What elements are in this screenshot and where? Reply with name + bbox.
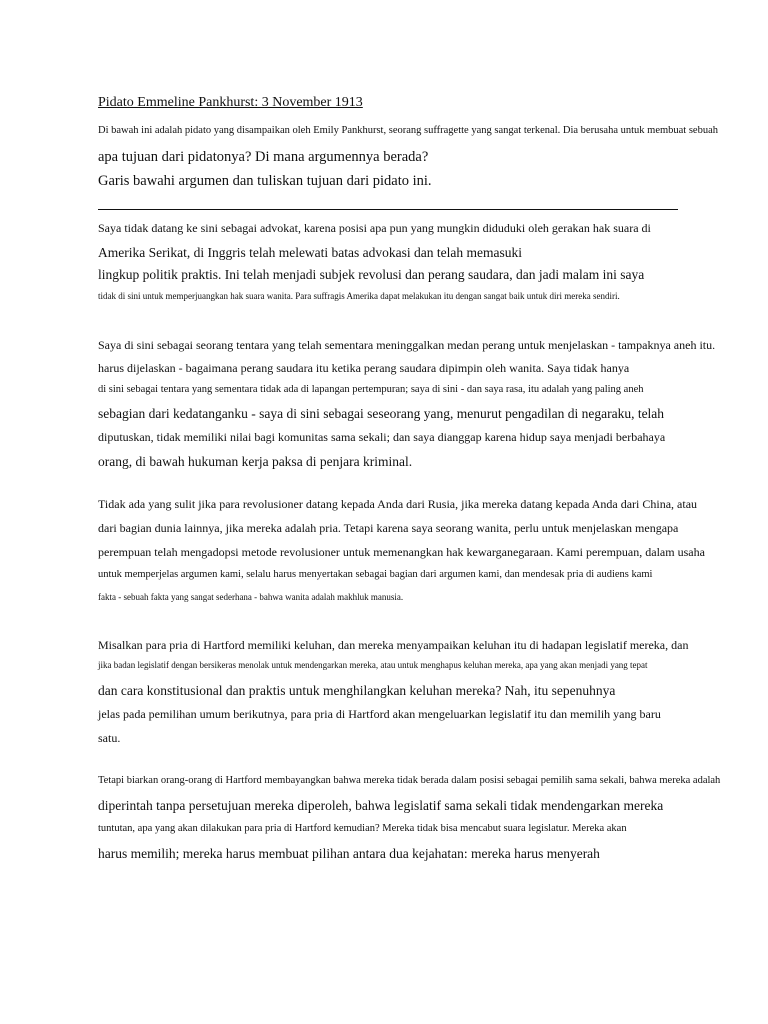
divider-line [98,209,678,210]
paragraph-line: Saya tidak datang ke sini sebagai advokat, karena posisi apa pun yang mungkin diduduki oleh gerakan hak suara di [98,221,651,235]
paragraph-line: diputuskan, tidak memiliki nilai bagi komunitas sama sekali; dan saya dianggap karena hidup saya menjadi berbahaya [98,430,666,444]
paragraph-line: harus dijelaskan - bagaimana perang saudara itu ketika perang saudara dipimpin oleh wanita. Saya tidak hanya [98,361,630,375]
paragraph-line: di sini sebagai tentara yang sementara tidak ada di lapangan pertempuran; saya di sini - dan saya rasa, itu adalah yang paling aneh [98,384,644,395]
paragraph-line: diperintah tanpa persetujuan mereka diperoleh, bahwa legislatif sama sekali tidak mendengarkan mereka [98,798,664,813]
paragraph-line: sebagian dari kedatanganku - saya di sini sebagai seseorang yang, menurut pengadilan di negaraku, telah [98,406,665,421]
paragraph-line: tuntutan, apa yang akan dilakukan para pria di Hartford kemudian? Mereka tidak bisa mencabut suara legislatur. Mereka akan [98,823,627,834]
document-title: Pidato Emmeline Pankhurst: 3 November 1913 [98,95,363,110]
paragraph-line: dan cara konstitusional dan praktis untuk menghilangkan keluhan mereka? Nah, itu sepenuhnya [98,683,616,698]
question-line: apa tujuan dari pidatonya? Di mana argumennya berada? [98,149,429,165]
paragraph-line: jelas pada pemilihan umum berikutnya, para pria di Hartford akan mengeluarkan legislatif itu dan memilih yang baru [98,707,661,721]
paragraph-line: jika badan legislatif dengan bersikeras menolak untuk mendengarkan mereka, atau untuk menghapus keluhan mereka, apa yang akan menjadi yang tepat [98,660,648,670]
paragraph-line: harus memilih; mereka harus membuat pilihan antara dua kejahatan: mereka harus menyerah [98,846,600,861]
paragraph-line: untuk memperjelas argumen kami, selalu harus menyertakan sebagai bagian dari argumen kami, dan mendesak pria di audiens kami [98,569,653,580]
paragraph-line: lingkup politik praktis. Ini telah menjadi subjek revolusi dan perang saudara, dan jadi malam ini saya [98,267,645,282]
paragraph-line: fakta - sebuah fakta yang sangat sederhana - bahwa wanita adalah makhluk manusia. [98,592,404,602]
intro-text: Di bawah ini adalah pidato yang disampaikan oleh Emily Pankhurst, seorang suffragette yang sangat terkenal. Dia berusaha untuk membuat sebuah [98,125,719,136]
question-line: Garis bawahi argumen dan tuliskan tujuan dari pidato ini. [98,173,432,189]
paragraph-line: dari bagian dunia lainnya, jika mereka adalah pria. Tetapi karena saya seorang wanita, perlu untuk menjelaskan mengapa [98,521,679,535]
paragraph-line: Amerika Serikat, di Inggris telah melewati batas advokasi dan telah memasuki [98,245,522,260]
paragraph-line: Misalkan para pria di Hartford memiliki keluhan, dan mereka menyampaikan keluhan itu di hadapan legislatif mereka, dan [98,638,689,652]
paragraph-line: tidak di sini untuk memperjuangkan hak suara wanita. Para suffragis Amerika dapat melakukan itu dengan sangat baik untuk diri mereka sendiri. [98,291,620,301]
paragraph-line: Tidak ada yang sulit jika para revolusioner datang kepada Anda dari Rusia, jika mereka datang kepada Anda dari China, atau [98,497,698,511]
paragraph-line: orang, di bawah hukuman kerja paksa di penjara kriminal. [98,454,413,469]
paragraph-line: Tetapi biarkan orang-orang di Hartford membayangkan bahwa mereka tidak berada dalam posisi sebagai pemilih sama sekali, bahwa mereka adalah [98,775,721,786]
paragraph-line: satu. [98,731,121,745]
paragraph-line: perempuan telah mengadopsi metode revolusioner untuk memenangkan hak kewarganegaraan. Kami perempuan, dalam usaha [98,545,705,559]
paragraph-line: Saya di sini sebagai seorang tentara yang telah sementara meninggalkan medan perang untuk menjelaskan - tampaknya aneh itu. [98,338,716,352]
